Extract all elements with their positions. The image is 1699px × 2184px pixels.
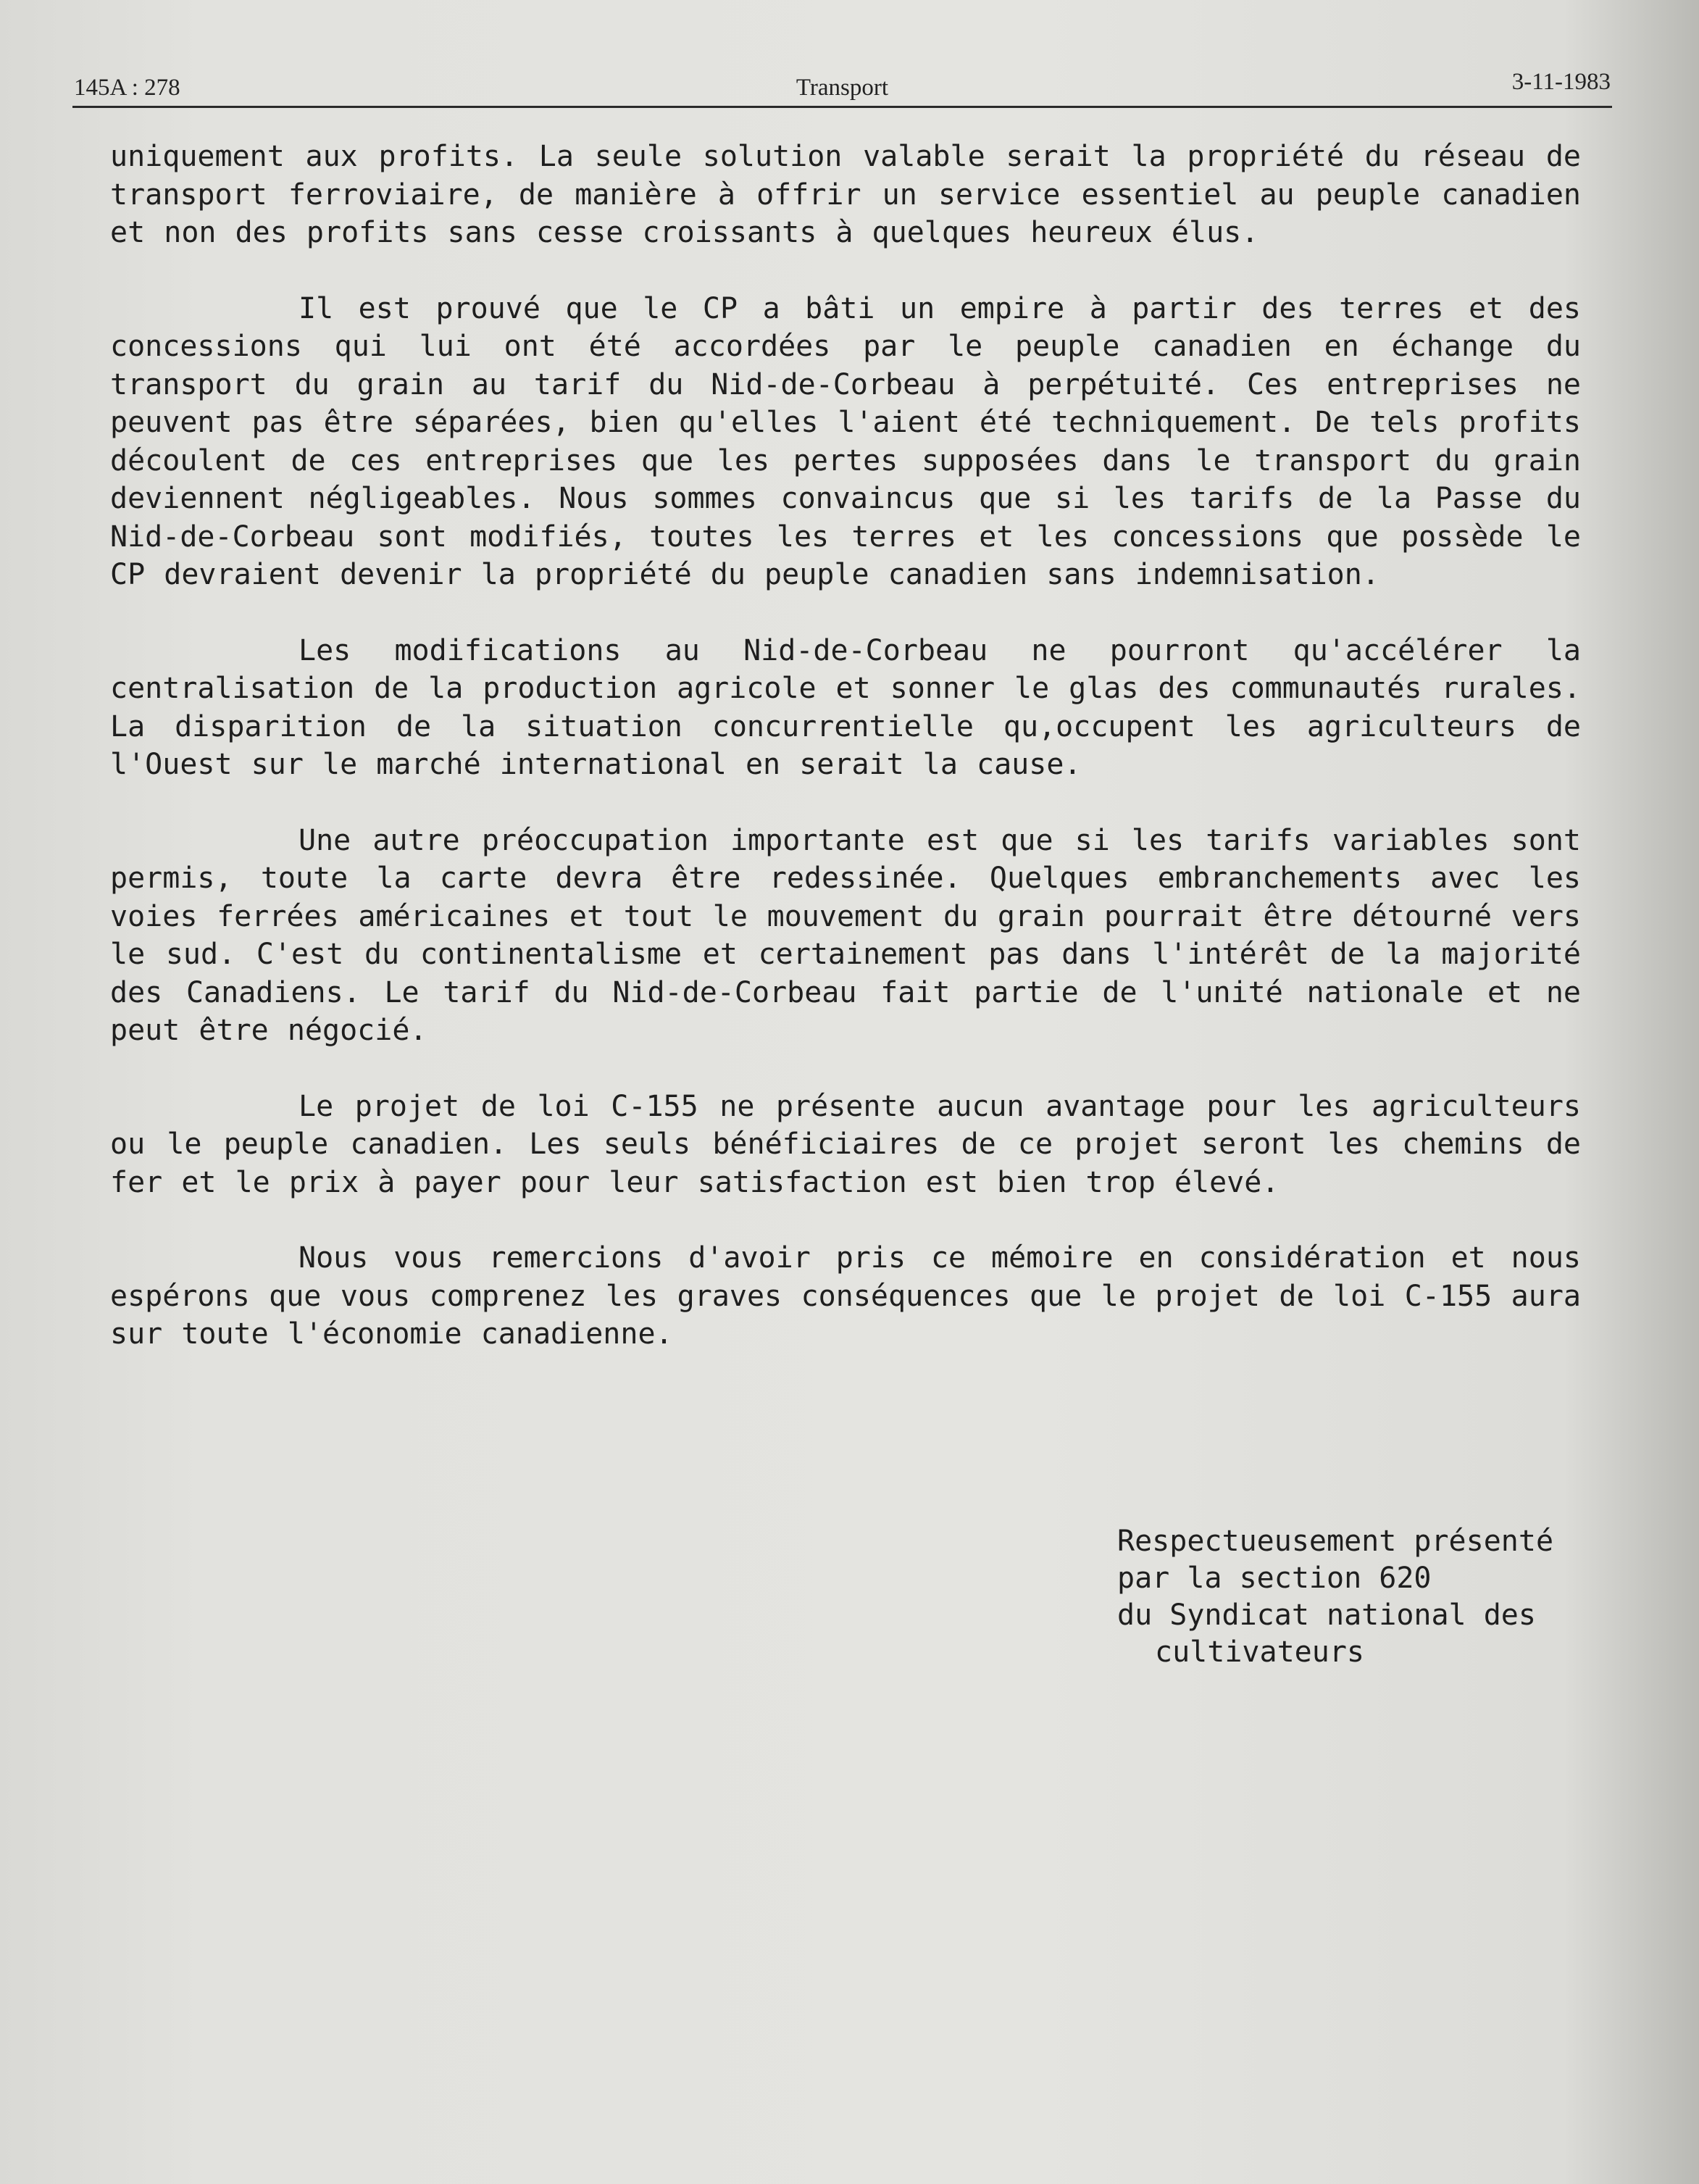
- section-title: Transport: [796, 75, 889, 101]
- signature-line: par la section 620: [1117, 1562, 1432, 1595]
- paragraph: Une autre préoccupation importante est que si les tarifs variables sont permis, toute la carte devra être redessinée. Quelques embranchements avec les voies ferrées américaines et tout le mouvement du grain pourrait être détourné vers le sud. C'est du continentalisme et certainement pas dans l'intérêt de la majorité des Canadiens. Le tarif du Nid-de-Corbeau fait partie de l'unité nationale et ne peut être négocié.: [110, 823, 1581, 1047]
- paragraph: Il est prouvé que le CP a bâti un empire à partir des terres et des concessions qui lui ont été accordées par le peuple canadien en échange du transport du grain au tarif du Nid-de-Corbeau à perpétuité. Ces entreprises ne peuvent pas être séparées, bien qu'elles l'aient été techniquement. De tels profits découlent de ces entreprises que les pertes supposées dans le transport du grain deviennent négligeables. Nous sommes convaincus que si les tarifs de la Passe du Nid-de-Corbeau sont modifiés, toutes les terres et les concessions que possède le CP devraient devenir la propriété du peuple canadien sans indemnisation.: [110, 291, 1581, 591]
- signature-block: [1117, 1523, 1553, 1671]
- paragraph-continuation: uniquement aux profits. La seule solution valable serait la propriété du réseau de transport ferroviaire, de manière à offrir un service essentiel au peuple canadien et non des profits sans cesse croissants à quelques heureux élus.: [110, 140, 1581, 249]
- signature-line: Respectueusement présenté: [1117, 1525, 1554, 1558]
- paragraph: Les modifications au Nid-de-Corbeau ne pourront qu'accélérer la centralisation de la production agricole et sonner le glas des communautés rurales. La disparition de la situation concurrentielle qu,occupent les agriculteurs de l'Ouest sur le marché international en serait la cause.: [110, 633, 1581, 781]
- signature-line: cultivateurs: [1155, 1635, 1364, 1669]
- signature-line: du Syndicat national des: [1117, 1599, 1536, 1632]
- page-number: 145A : 278: [74, 75, 180, 101]
- document-body: [110, 138, 1581, 1391]
- paragraph: Le projet de loi C-155 ne présente aucun avantage pour les agriculteurs ou le peuple canadien. Les seuls bénéficiaires de ce projet seront les chemins de fer et le prix à payer pour leur satisfaction est bien trop élevé.: [110, 1089, 1581, 1199]
- paragraph: Nous vous remercions d'avoir pris ce mémoire en considération et nous espérons que vous comprenez les graves conséquences que le projet de loi C-155 aura sur toute l'économie canadienne.: [110, 1241, 1581, 1351]
- page-header: [72, 64, 1612, 108]
- document-date: 3-11-1983: [1511, 69, 1611, 95]
